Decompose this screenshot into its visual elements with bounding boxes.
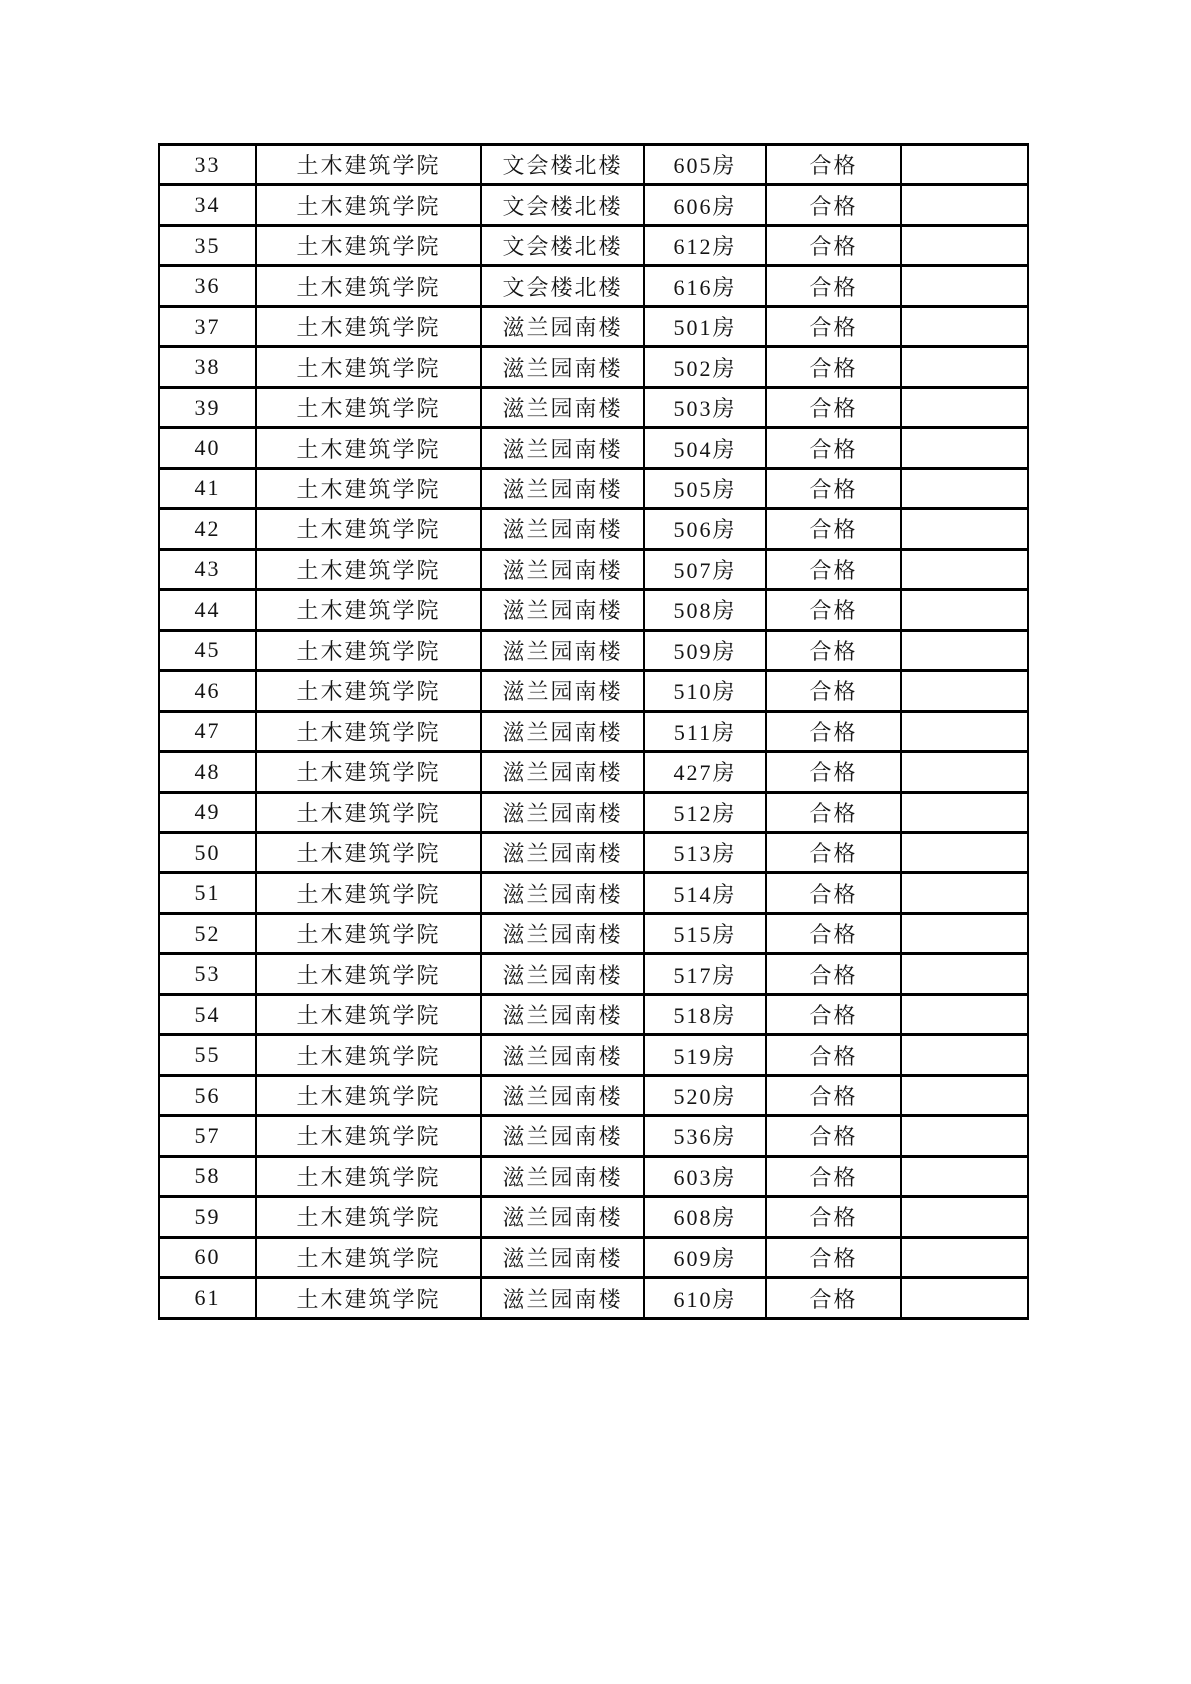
college-cell: 土木建筑学院 bbox=[256, 954, 481, 994]
table-row bbox=[159, 387, 1028, 427]
table-row bbox=[159, 347, 1028, 387]
building-cell: 滋兰园南楼 bbox=[481, 468, 644, 508]
result-cell: 合格 bbox=[766, 913, 901, 953]
result-cell: 合格 bbox=[766, 266, 901, 306]
result-cell: 合格 bbox=[766, 185, 901, 225]
room-cell: 612房 bbox=[644, 225, 766, 265]
table-row bbox=[159, 509, 1028, 549]
row-number-cell: 38 bbox=[159, 347, 256, 387]
note-cell bbox=[901, 509, 1028, 549]
table-row bbox=[159, 873, 1028, 913]
college-cell: 土木建筑学院 bbox=[256, 711, 481, 751]
note-cell bbox=[901, 549, 1028, 589]
table-row bbox=[159, 1156, 1028, 1196]
college-cell: 土木建筑学院 bbox=[256, 387, 481, 427]
note-cell bbox=[901, 266, 1028, 306]
building-cell: 滋兰园南楼 bbox=[481, 1075, 644, 1115]
result-cell: 合格 bbox=[766, 752, 901, 792]
note-cell bbox=[901, 185, 1028, 225]
table-row bbox=[159, 225, 1028, 265]
room-cell: 511房 bbox=[644, 711, 766, 751]
college-cell: 土木建筑学院 bbox=[256, 873, 481, 913]
result-cell: 合格 bbox=[766, 468, 901, 508]
room-cell: 502房 bbox=[644, 347, 766, 387]
table-row bbox=[159, 832, 1028, 872]
room-cell: 504房 bbox=[644, 428, 766, 468]
room-cell: 503房 bbox=[644, 387, 766, 427]
row-number-cell: 37 bbox=[159, 306, 256, 346]
building-cell: 文会楼北楼 bbox=[481, 185, 644, 225]
note-cell bbox=[901, 428, 1028, 468]
result-cell: 合格 bbox=[766, 1035, 901, 1075]
note-cell bbox=[901, 1197, 1028, 1237]
row-number-cell: 41 bbox=[159, 468, 256, 508]
result-cell: 合格 bbox=[766, 1237, 901, 1277]
building-cell: 文会楼北楼 bbox=[481, 145, 644, 185]
note-cell bbox=[901, 306, 1028, 346]
table-row bbox=[159, 1116, 1028, 1156]
college-cell: 土木建筑学院 bbox=[256, 266, 481, 306]
room-cell: 514房 bbox=[644, 873, 766, 913]
college-cell: 土木建筑学院 bbox=[256, 832, 481, 872]
result-cell: 合格 bbox=[766, 428, 901, 468]
table-row bbox=[159, 306, 1028, 346]
room-cell: 518房 bbox=[644, 994, 766, 1034]
building-cell: 滋兰园南楼 bbox=[481, 792, 644, 832]
building-cell: 滋兰园南楼 bbox=[481, 1237, 644, 1277]
room-cell: 520房 bbox=[644, 1075, 766, 1115]
building-cell: 滋兰园南楼 bbox=[481, 711, 644, 751]
college-cell: 土木建筑学院 bbox=[256, 671, 481, 711]
building-cell: 滋兰园南楼 bbox=[481, 306, 644, 346]
note-cell bbox=[901, 671, 1028, 711]
row-number-cell: 56 bbox=[159, 1075, 256, 1115]
table-row bbox=[159, 954, 1028, 994]
result-cell: 合格 bbox=[766, 1156, 901, 1196]
row-number-cell: 46 bbox=[159, 671, 256, 711]
building-cell: 文会楼北楼 bbox=[481, 266, 644, 306]
building-cell: 滋兰园南楼 bbox=[481, 954, 644, 994]
row-number-cell: 40 bbox=[159, 428, 256, 468]
table-row bbox=[159, 1197, 1028, 1237]
note-cell bbox=[901, 832, 1028, 872]
note-cell bbox=[901, 1156, 1028, 1196]
result-cell: 合格 bbox=[766, 145, 901, 185]
table-row bbox=[159, 1237, 1028, 1277]
table-row bbox=[159, 266, 1028, 306]
row-number-cell: 61 bbox=[159, 1278, 256, 1319]
row-number-cell: 34 bbox=[159, 185, 256, 225]
note-cell bbox=[901, 468, 1028, 508]
college-cell: 土木建筑学院 bbox=[256, 468, 481, 508]
building-cell: 滋兰园南楼 bbox=[481, 1156, 644, 1196]
building-cell: 滋兰园南楼 bbox=[481, 913, 644, 953]
room-cell: 517房 bbox=[644, 954, 766, 994]
result-cell: 合格 bbox=[766, 994, 901, 1034]
college-cell: 土木建筑学院 bbox=[256, 347, 481, 387]
room-cell: 510房 bbox=[644, 671, 766, 711]
table-row bbox=[159, 1075, 1028, 1115]
building-cell: 滋兰园南楼 bbox=[481, 994, 644, 1034]
table-body bbox=[159, 145, 1028, 1319]
building-cell: 滋兰园南楼 bbox=[481, 752, 644, 792]
row-number-cell: 39 bbox=[159, 387, 256, 427]
row-number-cell: 52 bbox=[159, 913, 256, 953]
result-cell: 合格 bbox=[766, 1075, 901, 1115]
note-cell bbox=[901, 954, 1028, 994]
result-cell: 合格 bbox=[766, 509, 901, 549]
college-cell: 土木建筑学院 bbox=[256, 913, 481, 953]
result-cell: 合格 bbox=[766, 671, 901, 711]
room-cell: 505房 bbox=[644, 468, 766, 508]
result-cell: 合格 bbox=[766, 306, 901, 346]
table-row bbox=[159, 994, 1028, 1034]
result-cell: 合格 bbox=[766, 549, 901, 589]
room-inspection-table bbox=[158, 143, 1029, 1320]
college-cell: 土木建筑学院 bbox=[256, 1156, 481, 1196]
room-cell: 515房 bbox=[644, 913, 766, 953]
table-row bbox=[159, 1278, 1028, 1319]
table-row bbox=[159, 428, 1028, 468]
note-cell bbox=[901, 387, 1028, 427]
row-number-cell: 59 bbox=[159, 1197, 256, 1237]
building-cell: 滋兰园南楼 bbox=[481, 671, 644, 711]
row-number-cell: 60 bbox=[159, 1237, 256, 1277]
building-cell: 滋兰园南楼 bbox=[481, 1278, 644, 1319]
college-cell: 土木建筑学院 bbox=[256, 1237, 481, 1277]
row-number-cell: 35 bbox=[159, 225, 256, 265]
table-row bbox=[159, 468, 1028, 508]
college-cell: 土木建筑学院 bbox=[256, 1035, 481, 1075]
college-cell: 土木建筑学院 bbox=[256, 994, 481, 1034]
row-number-cell: 57 bbox=[159, 1116, 256, 1156]
building-cell: 滋兰园南楼 bbox=[481, 1035, 644, 1075]
result-cell: 合格 bbox=[766, 1197, 901, 1237]
table-row bbox=[159, 185, 1028, 225]
note-cell bbox=[901, 225, 1028, 265]
building-cell: 滋兰园南楼 bbox=[481, 832, 644, 872]
result-cell: 合格 bbox=[766, 873, 901, 913]
room-cell: 519房 bbox=[644, 1035, 766, 1075]
note-cell bbox=[901, 873, 1028, 913]
college-cell: 土木建筑学院 bbox=[256, 185, 481, 225]
table-row bbox=[159, 711, 1028, 751]
building-cell: 文会楼北楼 bbox=[481, 225, 644, 265]
note-cell bbox=[901, 994, 1028, 1034]
building-cell: 滋兰园南楼 bbox=[481, 428, 644, 468]
row-number-cell: 43 bbox=[159, 549, 256, 589]
table-row bbox=[159, 671, 1028, 711]
college-cell: 土木建筑学院 bbox=[256, 590, 481, 630]
row-number-cell: 45 bbox=[159, 630, 256, 670]
room-cell: 606房 bbox=[644, 185, 766, 225]
row-number-cell: 44 bbox=[159, 590, 256, 630]
building-cell: 滋兰园南楼 bbox=[481, 347, 644, 387]
room-cell: 508房 bbox=[644, 590, 766, 630]
note-cell bbox=[901, 1116, 1028, 1156]
table-row bbox=[159, 145, 1028, 185]
row-number-cell: 51 bbox=[159, 873, 256, 913]
result-cell: 合格 bbox=[766, 630, 901, 670]
row-number-cell: 33 bbox=[159, 145, 256, 185]
college-cell: 土木建筑学院 bbox=[256, 1278, 481, 1319]
result-cell: 合格 bbox=[766, 387, 901, 427]
note-cell bbox=[901, 792, 1028, 832]
building-cell: 滋兰园南楼 bbox=[481, 630, 644, 670]
note-cell bbox=[901, 1278, 1028, 1319]
row-number-cell: 55 bbox=[159, 1035, 256, 1075]
room-cell: 427房 bbox=[644, 752, 766, 792]
result-cell: 合格 bbox=[766, 1116, 901, 1156]
row-number-cell: 49 bbox=[159, 792, 256, 832]
building-cell: 滋兰园南楼 bbox=[481, 1116, 644, 1156]
college-cell: 土木建筑学院 bbox=[256, 428, 481, 468]
college-cell: 土木建筑学院 bbox=[256, 1075, 481, 1115]
row-number-cell: 48 bbox=[159, 752, 256, 792]
building-cell: 滋兰园南楼 bbox=[481, 1197, 644, 1237]
result-cell: 合格 bbox=[766, 590, 901, 630]
room-cell: 536房 bbox=[644, 1116, 766, 1156]
room-cell: 603房 bbox=[644, 1156, 766, 1196]
room-cell: 507房 bbox=[644, 549, 766, 589]
college-cell: 土木建筑学院 bbox=[256, 630, 481, 670]
result-cell: 合格 bbox=[766, 347, 901, 387]
college-cell: 土木建筑学院 bbox=[256, 145, 481, 185]
row-number-cell: 58 bbox=[159, 1156, 256, 1196]
note-cell bbox=[901, 913, 1028, 953]
college-cell: 土木建筑学院 bbox=[256, 306, 481, 346]
college-cell: 土木建筑学院 bbox=[256, 225, 481, 265]
note-cell bbox=[901, 347, 1028, 387]
room-cell: 512房 bbox=[644, 792, 766, 832]
row-number-cell: 36 bbox=[159, 266, 256, 306]
room-cell: 605房 bbox=[644, 145, 766, 185]
table-row bbox=[159, 630, 1028, 670]
college-cell: 土木建筑学院 bbox=[256, 752, 481, 792]
college-cell: 土木建筑学院 bbox=[256, 509, 481, 549]
table-row bbox=[159, 752, 1028, 792]
building-cell: 滋兰园南楼 bbox=[481, 590, 644, 630]
note-cell bbox=[901, 1035, 1028, 1075]
result-cell: 合格 bbox=[766, 711, 901, 751]
room-cell: 513房 bbox=[644, 832, 766, 872]
room-cell: 506房 bbox=[644, 509, 766, 549]
note-cell bbox=[901, 752, 1028, 792]
room-cell: 616房 bbox=[644, 266, 766, 306]
row-number-cell: 47 bbox=[159, 711, 256, 751]
result-cell: 合格 bbox=[766, 225, 901, 265]
note-cell bbox=[901, 1237, 1028, 1277]
note-cell bbox=[901, 145, 1028, 185]
result-cell: 合格 bbox=[766, 954, 901, 994]
result-cell: 合格 bbox=[766, 832, 901, 872]
building-cell: 滋兰园南楼 bbox=[481, 873, 644, 913]
room-cell: 608房 bbox=[644, 1197, 766, 1237]
table-row bbox=[159, 549, 1028, 589]
row-number-cell: 54 bbox=[159, 994, 256, 1034]
college-cell: 土木建筑学院 bbox=[256, 1116, 481, 1156]
table-row bbox=[159, 792, 1028, 832]
note-cell bbox=[901, 590, 1028, 630]
table-row bbox=[159, 590, 1028, 630]
room-cell: 610房 bbox=[644, 1278, 766, 1319]
building-cell: 滋兰园南楼 bbox=[481, 509, 644, 549]
row-number-cell: 42 bbox=[159, 509, 256, 549]
college-cell: 土木建筑学院 bbox=[256, 1197, 481, 1237]
result-cell: 合格 bbox=[766, 792, 901, 832]
college-cell: 土木建筑学院 bbox=[256, 549, 481, 589]
building-cell: 滋兰园南楼 bbox=[481, 387, 644, 427]
room-cell: 501房 bbox=[644, 306, 766, 346]
note-cell bbox=[901, 1075, 1028, 1115]
room-cell: 609房 bbox=[644, 1237, 766, 1277]
row-number-cell: 53 bbox=[159, 954, 256, 994]
college-cell: 土木建筑学院 bbox=[256, 792, 481, 832]
table-row bbox=[159, 913, 1028, 953]
note-cell bbox=[901, 630, 1028, 670]
note-cell bbox=[901, 711, 1028, 751]
result-cell: 合格 bbox=[766, 1278, 901, 1319]
row-number-cell: 50 bbox=[159, 832, 256, 872]
table-row bbox=[159, 1035, 1028, 1075]
building-cell: 滋兰园南楼 bbox=[481, 549, 644, 589]
room-cell: 509房 bbox=[644, 630, 766, 670]
